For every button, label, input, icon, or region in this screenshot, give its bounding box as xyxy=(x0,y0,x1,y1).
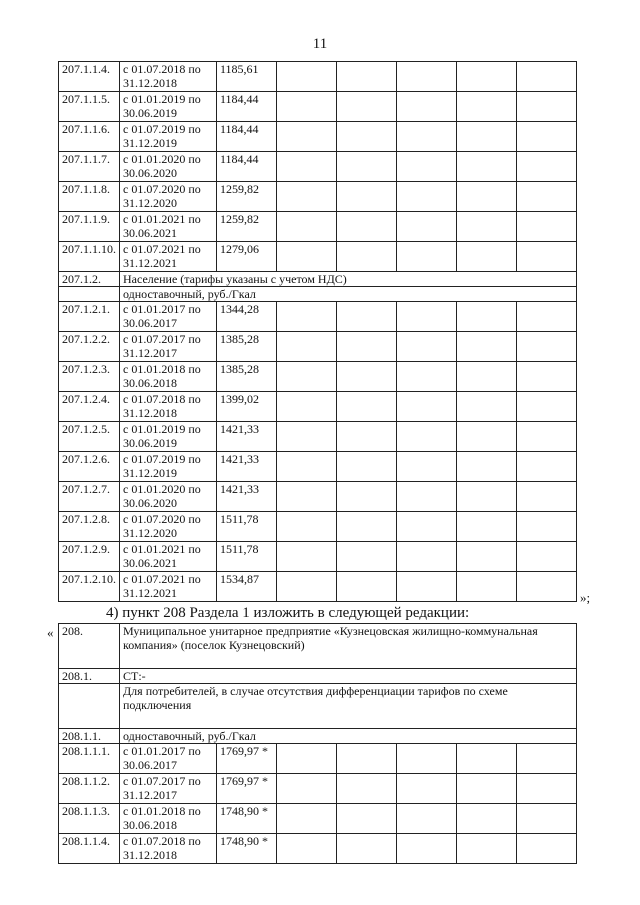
opening-quote: « xyxy=(47,625,54,640)
period-cell: с 01.01.2020 по 30.06.2020 xyxy=(120,482,217,512)
empty-cell xyxy=(277,572,337,602)
empty-cell xyxy=(277,392,337,422)
row-code: 207.1.2.4. xyxy=(59,392,120,422)
empty-cell xyxy=(457,212,517,242)
table-row xyxy=(59,92,577,122)
empty-cell xyxy=(517,152,577,182)
empty-cell xyxy=(277,422,337,452)
empty-cell xyxy=(337,834,397,864)
empty-cell xyxy=(517,834,577,864)
table-row xyxy=(59,182,577,212)
table-row xyxy=(59,392,577,422)
empty-cell xyxy=(277,182,337,212)
tariff-value: 1748,90 * xyxy=(217,834,277,864)
empty-cell xyxy=(277,744,337,774)
tariff-value: 1421,33 xyxy=(217,452,277,482)
period-cell: с 01.07.2018 по 31.12.2018 xyxy=(120,62,217,92)
empty-cell xyxy=(457,512,517,542)
empty-cell xyxy=(457,362,517,392)
empty-cell xyxy=(337,332,397,362)
row-code: 208.1.1.4. xyxy=(59,834,120,864)
period-cell: с 01.07.2018 по 31.12.2018 xyxy=(120,834,217,864)
table-row xyxy=(59,804,577,834)
table-row xyxy=(59,834,577,864)
empty-cell xyxy=(277,92,337,122)
row-code: 207.1.1.4. xyxy=(59,62,120,92)
empty-cell xyxy=(277,212,337,242)
empty-cell xyxy=(457,62,517,92)
empty-cell xyxy=(397,542,457,572)
empty-cell xyxy=(517,452,577,482)
empty-cell xyxy=(337,92,397,122)
empty-cell xyxy=(277,452,337,482)
empty-cell xyxy=(397,774,457,804)
table-row xyxy=(59,152,577,182)
table-row xyxy=(59,122,577,152)
empty-cell xyxy=(457,332,517,362)
row-code: 207.1.2.3. xyxy=(59,362,120,392)
row-code: 207.1.2.5. xyxy=(59,422,120,452)
table-row xyxy=(59,482,577,512)
period-cell: с 01.01.2019 по 30.06.2019 xyxy=(120,422,217,452)
empty-cell xyxy=(517,92,577,122)
empty-cell xyxy=(457,422,517,452)
period-cell: с 01.07.2019 по 31.12.2019 xyxy=(120,452,217,482)
empty-cell xyxy=(397,212,457,242)
section-label: Для потребителей, в случае отсутствия дифференциации тарифов по схеме подключения xyxy=(120,684,577,729)
empty-cell xyxy=(277,512,337,542)
empty-cell xyxy=(277,774,337,804)
page-number: 11 xyxy=(312,36,328,52)
empty-cell xyxy=(457,482,517,512)
tariff-value: 1259,82 xyxy=(217,182,277,212)
tariff-value: 1511,78 xyxy=(217,542,277,572)
empty-cell xyxy=(517,212,577,242)
tariff-value: 1399,02 xyxy=(217,392,277,422)
empty-cell xyxy=(517,392,577,422)
row-code: 207.1.1.7. xyxy=(59,152,120,182)
empty-cell xyxy=(337,482,397,512)
empty-cell xyxy=(457,452,517,482)
period-cell: с 01.01.2021 по 30.06.2021 xyxy=(120,212,217,242)
period-cell: с 01.07.2019 по 31.12.2019 xyxy=(120,122,217,152)
row-code: 207.1.2. xyxy=(59,272,120,287)
tariff-value: 1184,44 xyxy=(217,122,277,152)
empty-cell xyxy=(337,422,397,452)
empty-cell xyxy=(517,302,577,332)
empty-cell xyxy=(517,62,577,92)
empty-cell xyxy=(517,774,577,804)
table-row xyxy=(59,422,577,452)
tariff-table-208 xyxy=(58,623,577,864)
tariff-value: 1748,90 * xyxy=(217,804,277,834)
tariff-value: 1385,28 xyxy=(217,362,277,392)
empty-cell xyxy=(517,572,577,602)
row-code xyxy=(59,684,120,729)
table-row xyxy=(59,729,577,744)
period-cell: с 01.01.2017 по 30.06.2017 xyxy=(120,744,217,774)
period-cell: с 01.07.2017 по 31.12.2017 xyxy=(120,332,217,362)
empty-cell xyxy=(457,182,517,212)
tariff-table-207 xyxy=(58,61,577,602)
row-code: 207.1.2.8. xyxy=(59,512,120,542)
period-cell: с 01.07.2020 по 31.12.2020 xyxy=(120,182,217,212)
empty-cell xyxy=(337,302,397,332)
empty-cell xyxy=(457,774,517,804)
row-code: 208.1.1.3. xyxy=(59,804,120,834)
tariff-value: 1279,06 xyxy=(217,242,277,272)
empty-cell xyxy=(397,152,457,182)
empty-cell xyxy=(397,182,457,212)
tariff-value: 1534,87 xyxy=(217,572,277,602)
section-label: одноставочный, руб./Гкал xyxy=(120,287,577,302)
table-row xyxy=(59,302,577,332)
empty-cell xyxy=(397,362,457,392)
empty-cell xyxy=(397,482,457,512)
table-row xyxy=(59,572,577,602)
table-row xyxy=(59,774,577,804)
empty-cell xyxy=(517,482,577,512)
empty-cell xyxy=(337,774,397,804)
empty-cell xyxy=(337,744,397,774)
empty-cell xyxy=(457,92,517,122)
empty-cell xyxy=(517,804,577,834)
empty-cell xyxy=(277,834,337,864)
empty-cell xyxy=(457,572,517,602)
empty-cell xyxy=(337,542,397,572)
empty-cell xyxy=(277,242,337,272)
section-heading: 4) пункт 208 Раздела 1 изложить в следующей редакции: xyxy=(106,605,470,621)
empty-cell xyxy=(337,512,397,542)
tariff-value: 1185,61 xyxy=(217,62,277,92)
row-code xyxy=(59,287,120,302)
empty-cell xyxy=(457,302,517,332)
empty-cell xyxy=(397,242,457,272)
empty-cell xyxy=(457,804,517,834)
row-code: 207.1.2.1. xyxy=(59,302,120,332)
empty-cell xyxy=(337,182,397,212)
empty-cell xyxy=(457,744,517,774)
row-code: 208.1.1.1. xyxy=(59,744,120,774)
row-code: 207.1.2.9. xyxy=(59,542,120,572)
section-label: Муниципальное унитарное предприятие «Кузнецовская жилищно-коммунальная компания» (поселок Кузнецовский) xyxy=(120,624,577,669)
empty-cell xyxy=(277,302,337,332)
table-row xyxy=(59,452,577,482)
table-row xyxy=(59,362,577,392)
empty-cell xyxy=(397,122,457,152)
empty-cell xyxy=(457,542,517,572)
section-label: одноставочный, руб./Гкал xyxy=(120,729,577,744)
table-row xyxy=(59,684,577,729)
empty-cell xyxy=(517,122,577,152)
empty-cell xyxy=(397,92,457,122)
empty-cell xyxy=(277,362,337,392)
row-code: 207.1.2.6. xyxy=(59,452,120,482)
table-row xyxy=(59,542,577,572)
empty-cell xyxy=(517,744,577,774)
empty-cell xyxy=(277,542,337,572)
empty-cell xyxy=(277,152,337,182)
empty-cell xyxy=(337,212,397,242)
row-code: 207.1.1.5. xyxy=(59,92,120,122)
table-row xyxy=(59,287,577,302)
tariff-value: 1259,82 xyxy=(217,212,277,242)
tariff-value: 1385,28 xyxy=(217,332,277,362)
row-code: 208.1.1.2. xyxy=(59,774,120,804)
period-cell: с 01.07.2021 по 31.12.2021 xyxy=(120,242,217,272)
row-code: 207.1.2.2. xyxy=(59,332,120,362)
period-cell: с 01.01.2018 по 30.06.2018 xyxy=(120,362,217,392)
empty-cell xyxy=(337,572,397,602)
period-cell: с 01.01.2020 по 30.06.2020 xyxy=(120,152,217,182)
tariff-value: 1769,97 * xyxy=(217,744,277,774)
empty-cell xyxy=(337,362,397,392)
empty-cell xyxy=(337,152,397,182)
empty-cell xyxy=(457,834,517,864)
empty-cell xyxy=(397,512,457,542)
empty-cell xyxy=(517,242,577,272)
empty-cell xyxy=(337,242,397,272)
empty-cell xyxy=(517,542,577,572)
section-label: Население (тарифы указаны с учетом НДС) xyxy=(120,272,577,287)
empty-cell xyxy=(397,572,457,602)
empty-cell xyxy=(397,452,457,482)
empty-cell xyxy=(517,182,577,212)
row-code: 208.1. xyxy=(59,669,120,684)
empty-cell xyxy=(517,422,577,452)
empty-cell xyxy=(397,422,457,452)
empty-cell xyxy=(397,834,457,864)
empty-cell xyxy=(277,62,337,92)
row-code: 207.1.2.7. xyxy=(59,482,120,512)
empty-cell xyxy=(397,392,457,422)
period-cell: с 01.01.2017 по 30.06.2017 xyxy=(120,302,217,332)
period-cell: с 01.01.2021 по 30.06.2021 xyxy=(120,542,217,572)
row-code: 208. xyxy=(59,624,120,669)
table-row xyxy=(59,212,577,242)
tariff-value: 1421,33 xyxy=(217,482,277,512)
row-code: 207.1.1.6. xyxy=(59,122,120,152)
period-cell: с 01.07.2018 по 31.12.2018 xyxy=(120,392,217,422)
period-cell: с 01.01.2018 по 30.06.2018 xyxy=(120,804,217,834)
tariff-value: 1769,97 * xyxy=(217,774,277,804)
row-code: 207.1.1.9. xyxy=(59,212,120,242)
table-row xyxy=(59,624,577,669)
closing-quote: »; xyxy=(580,590,591,605)
period-cell: с 01.01.2019 по 30.06.2019 xyxy=(120,92,217,122)
empty-cell xyxy=(397,332,457,362)
tariff-value: 1511,78 xyxy=(217,512,277,542)
empty-cell xyxy=(277,804,337,834)
empty-cell xyxy=(277,482,337,512)
tariff-value: 1184,44 xyxy=(217,92,277,122)
table-row xyxy=(59,744,577,774)
empty-cell xyxy=(397,302,457,332)
tariff-value: 1184,44 xyxy=(217,152,277,182)
row-code: 207.1.2.10. xyxy=(59,572,120,602)
empty-cell xyxy=(517,512,577,542)
empty-cell xyxy=(337,804,397,834)
empty-cell xyxy=(517,362,577,392)
empty-cell xyxy=(337,392,397,422)
period-cell: с 01.07.2020 по 31.12.2020 xyxy=(120,512,217,542)
table-row xyxy=(59,512,577,542)
period-cell: с 01.07.2021 по 31.12.2021 xyxy=(120,572,217,602)
empty-cell xyxy=(457,242,517,272)
row-code: 207.1.1.8. xyxy=(59,182,120,212)
empty-cell xyxy=(397,804,457,834)
empty-cell xyxy=(457,392,517,422)
row-code: 207.1.1.10. xyxy=(59,242,120,272)
empty-cell xyxy=(337,62,397,92)
empty-cell xyxy=(277,332,337,362)
empty-cell xyxy=(337,122,397,152)
table-row xyxy=(59,272,577,287)
period-cell: с 01.07.2017 по 31.12.2017 xyxy=(120,774,217,804)
empty-cell xyxy=(337,452,397,482)
tariff-value: 1421,33 xyxy=(217,422,277,452)
empty-cell xyxy=(517,332,577,362)
tariff-value: 1344,28 xyxy=(217,302,277,332)
section-label: СТ:- xyxy=(120,669,577,684)
table-row xyxy=(59,242,577,272)
empty-cell xyxy=(397,744,457,774)
table-row xyxy=(59,669,577,684)
empty-cell xyxy=(457,122,517,152)
table-row xyxy=(59,62,577,92)
empty-cell xyxy=(457,152,517,182)
empty-cell xyxy=(397,62,457,92)
empty-cell xyxy=(277,122,337,152)
table-row xyxy=(59,332,577,362)
row-code: 208.1.1. xyxy=(59,729,120,744)
